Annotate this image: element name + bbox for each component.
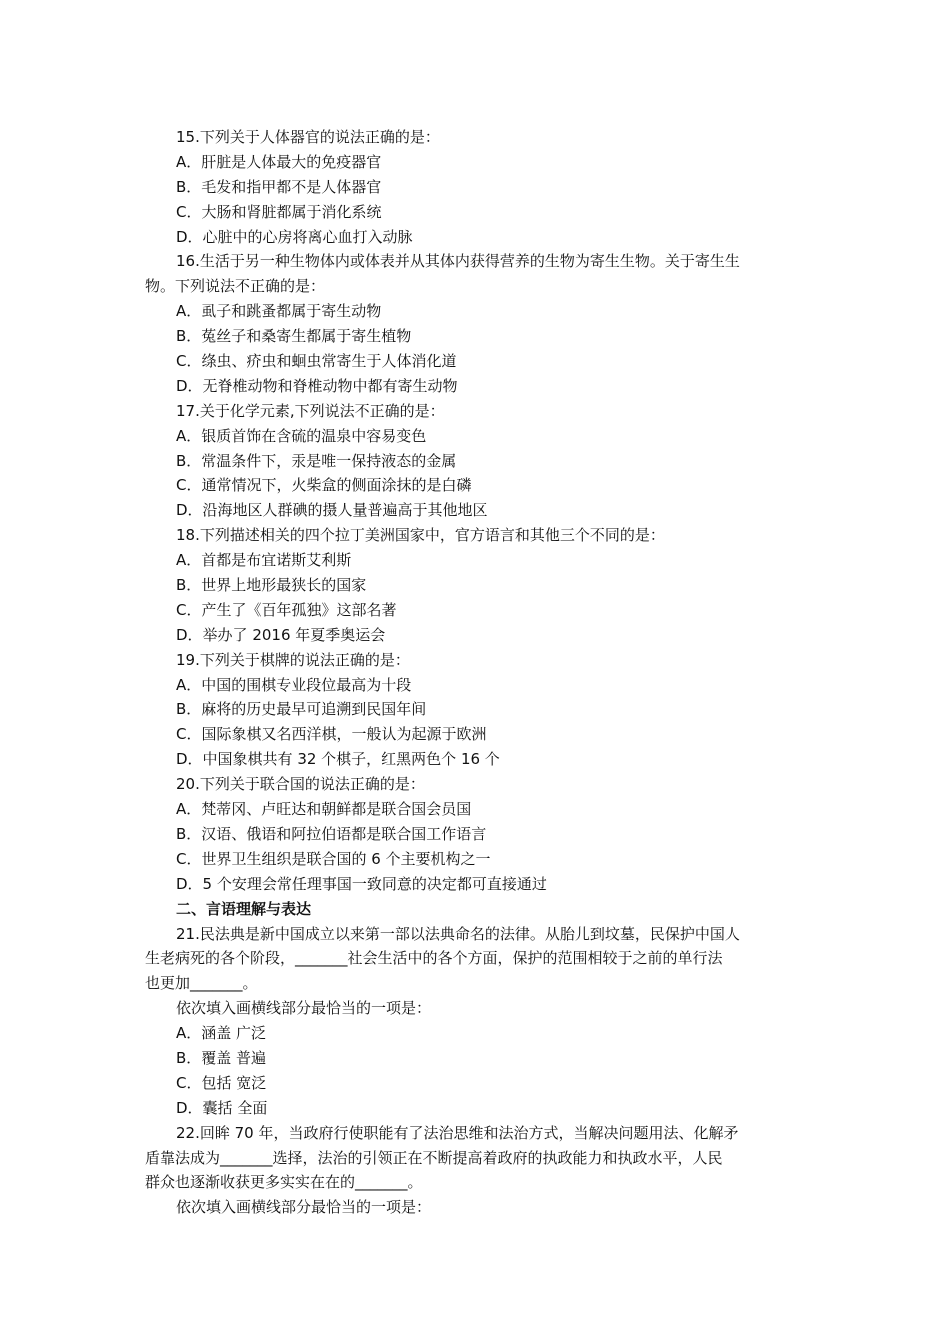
question-15-option-d: D．心脏中的心房将离心血打入动脉: [176, 227, 413, 246]
question-20-stem: 20.下列关于联合国的说法正确的是：: [176, 775, 425, 794]
question-19-option-c: C．国际象棋又名西洋棋，一般认为起源于欧洲: [176, 725, 487, 744]
question-21-stem-line3: 也更加_______。: [145, 974, 258, 993]
question-18-option-d: D．举办了 2016 年夏季奥运会: [176, 625, 386, 644]
question-22-stem-line2: 盾靠法成为_______选择，法治的引领正在不断提高着政府的执政能力和执政水平，人民: [145, 1148, 723, 1167]
question-18-option-a: A．首都是布宜诺斯艾利斯: [176, 551, 352, 570]
question-17-option-c: C．通常情况下，火柴盒的侧面涂抹的是白磷: [176, 476, 472, 495]
question-17-option-a: A．银质首饰在含硫的温泉中容易变色: [176, 426, 427, 445]
document-body: [145, 125, 810, 1220]
question-15-option-a: A．肝脏是人体最大的免疫器官: [176, 152, 382, 171]
question-16-option-d: D．无脊椎动物和脊椎动物中都有寄生动物: [176, 376, 458, 395]
question-19-option-b: B．麻将的历史最早可追溯到民国年间: [176, 700, 427, 719]
question-17-option-d: D．沿海地区人群碘的摄人量普遍高于其他地区: [176, 501, 488, 520]
question-15-option-b: B．毛发和指甲都不是人体器官: [176, 177, 382, 196]
question-20-option-c: C．世界卫生组织是联合国的 6 个主要机构之一: [176, 849, 491, 868]
question-21-prompt: 依次填入画横线部分最恰当的一项是：: [176, 999, 432, 1018]
question-19-stem: 19.下列关于棋牌的说法正确的是：: [176, 650, 410, 669]
question-22-stem-line3: 群众也逐渐收获更多实实在在的_______。: [145, 1173, 423, 1192]
question-15-option-c: C．大肠和肾脏都属于消化系统: [176, 202, 382, 221]
question-20-option-a: A．梵蒂冈、卢旺达和朝鲜都是联合国会员国: [176, 800, 472, 819]
question-16-stem-line2: 物。下列说法不正确的是：: [145, 277, 326, 296]
question-18-stem: 18.下列描述相关的四个拉丁美洲国家中，官方语言和其他三个不同的是：: [176, 526, 665, 545]
question-21-stem-line2: 生老病死的各个阶段，_______社会生活中的各个方面，保护的范围相较于之前的单行法: [145, 949, 723, 968]
question-21-option-c: C．包括 宽泛: [176, 1073, 267, 1092]
question-21-option-b: B．覆盖 普遍: [176, 1048, 267, 1067]
question-20-option-d: D．5 个安理会常任理事国一致同意的决定都可直接通过: [176, 874, 547, 893]
question-22-prompt: 依次填入画横线部分最恰当的一项是：: [176, 1198, 432, 1217]
question-16-option-c: C．绦虫、疥虫和蛔虫常寄生于人体消化道: [176, 352, 457, 371]
question-16-stem-line1: 16.生活于另一种生物体内或体表并从其体内获得营养的生物为寄生生物。关于寄生生: [176, 252, 740, 271]
section-heading: 二、言语理解与表达: [176, 899, 312, 918]
question-22-stem-line1: 22.回眸 70 年，当政府行使职能有了法治思维和法治方式，当解决问题用法、化解矛: [176, 1123, 739, 1142]
question-15-stem: 15.下列关于人体器官的说法正确的是：: [176, 128, 440, 146]
question-17-option-b: B．常温条件下，汞是唯一保持液态的金属: [176, 451, 457, 470]
question-16-option-a: A．虱子和跳蚤都属于寄生动物: [176, 302, 382, 321]
question-19-option-d: D．中国象棋共有 32 个棋子，红黑两色个 16 个: [176, 750, 500, 769]
question-18-option-c: C．产生了《百年孤独》这部名著: [176, 600, 397, 619]
question-16-option-b: B．菟丝子和桑寄生都属于寄生植物: [176, 327, 412, 346]
question-21-option-a: A．涵盖 广泛: [176, 1024, 267, 1043]
question-19-option-a: A．中国的围棋专业段位最高为十段: [176, 675, 412, 694]
question-18-option-b: B．世界上地形最狭长的国家: [176, 576, 367, 595]
question-20-option-b: B．汉语、俄语和阿拉伯语都是联合国工作语言: [176, 824, 487, 843]
question-17-stem: 17.关于化学元素,下列说法不正确的是：: [176, 401, 445, 420]
question-21-stem-line1: 21.民法典是新中国成立以来第一部以法典命名的法律。从胎儿到坟墓，民保护中国人: [176, 924, 740, 943]
question-21-option-d: D．囊括 全面: [176, 1098, 268, 1117]
